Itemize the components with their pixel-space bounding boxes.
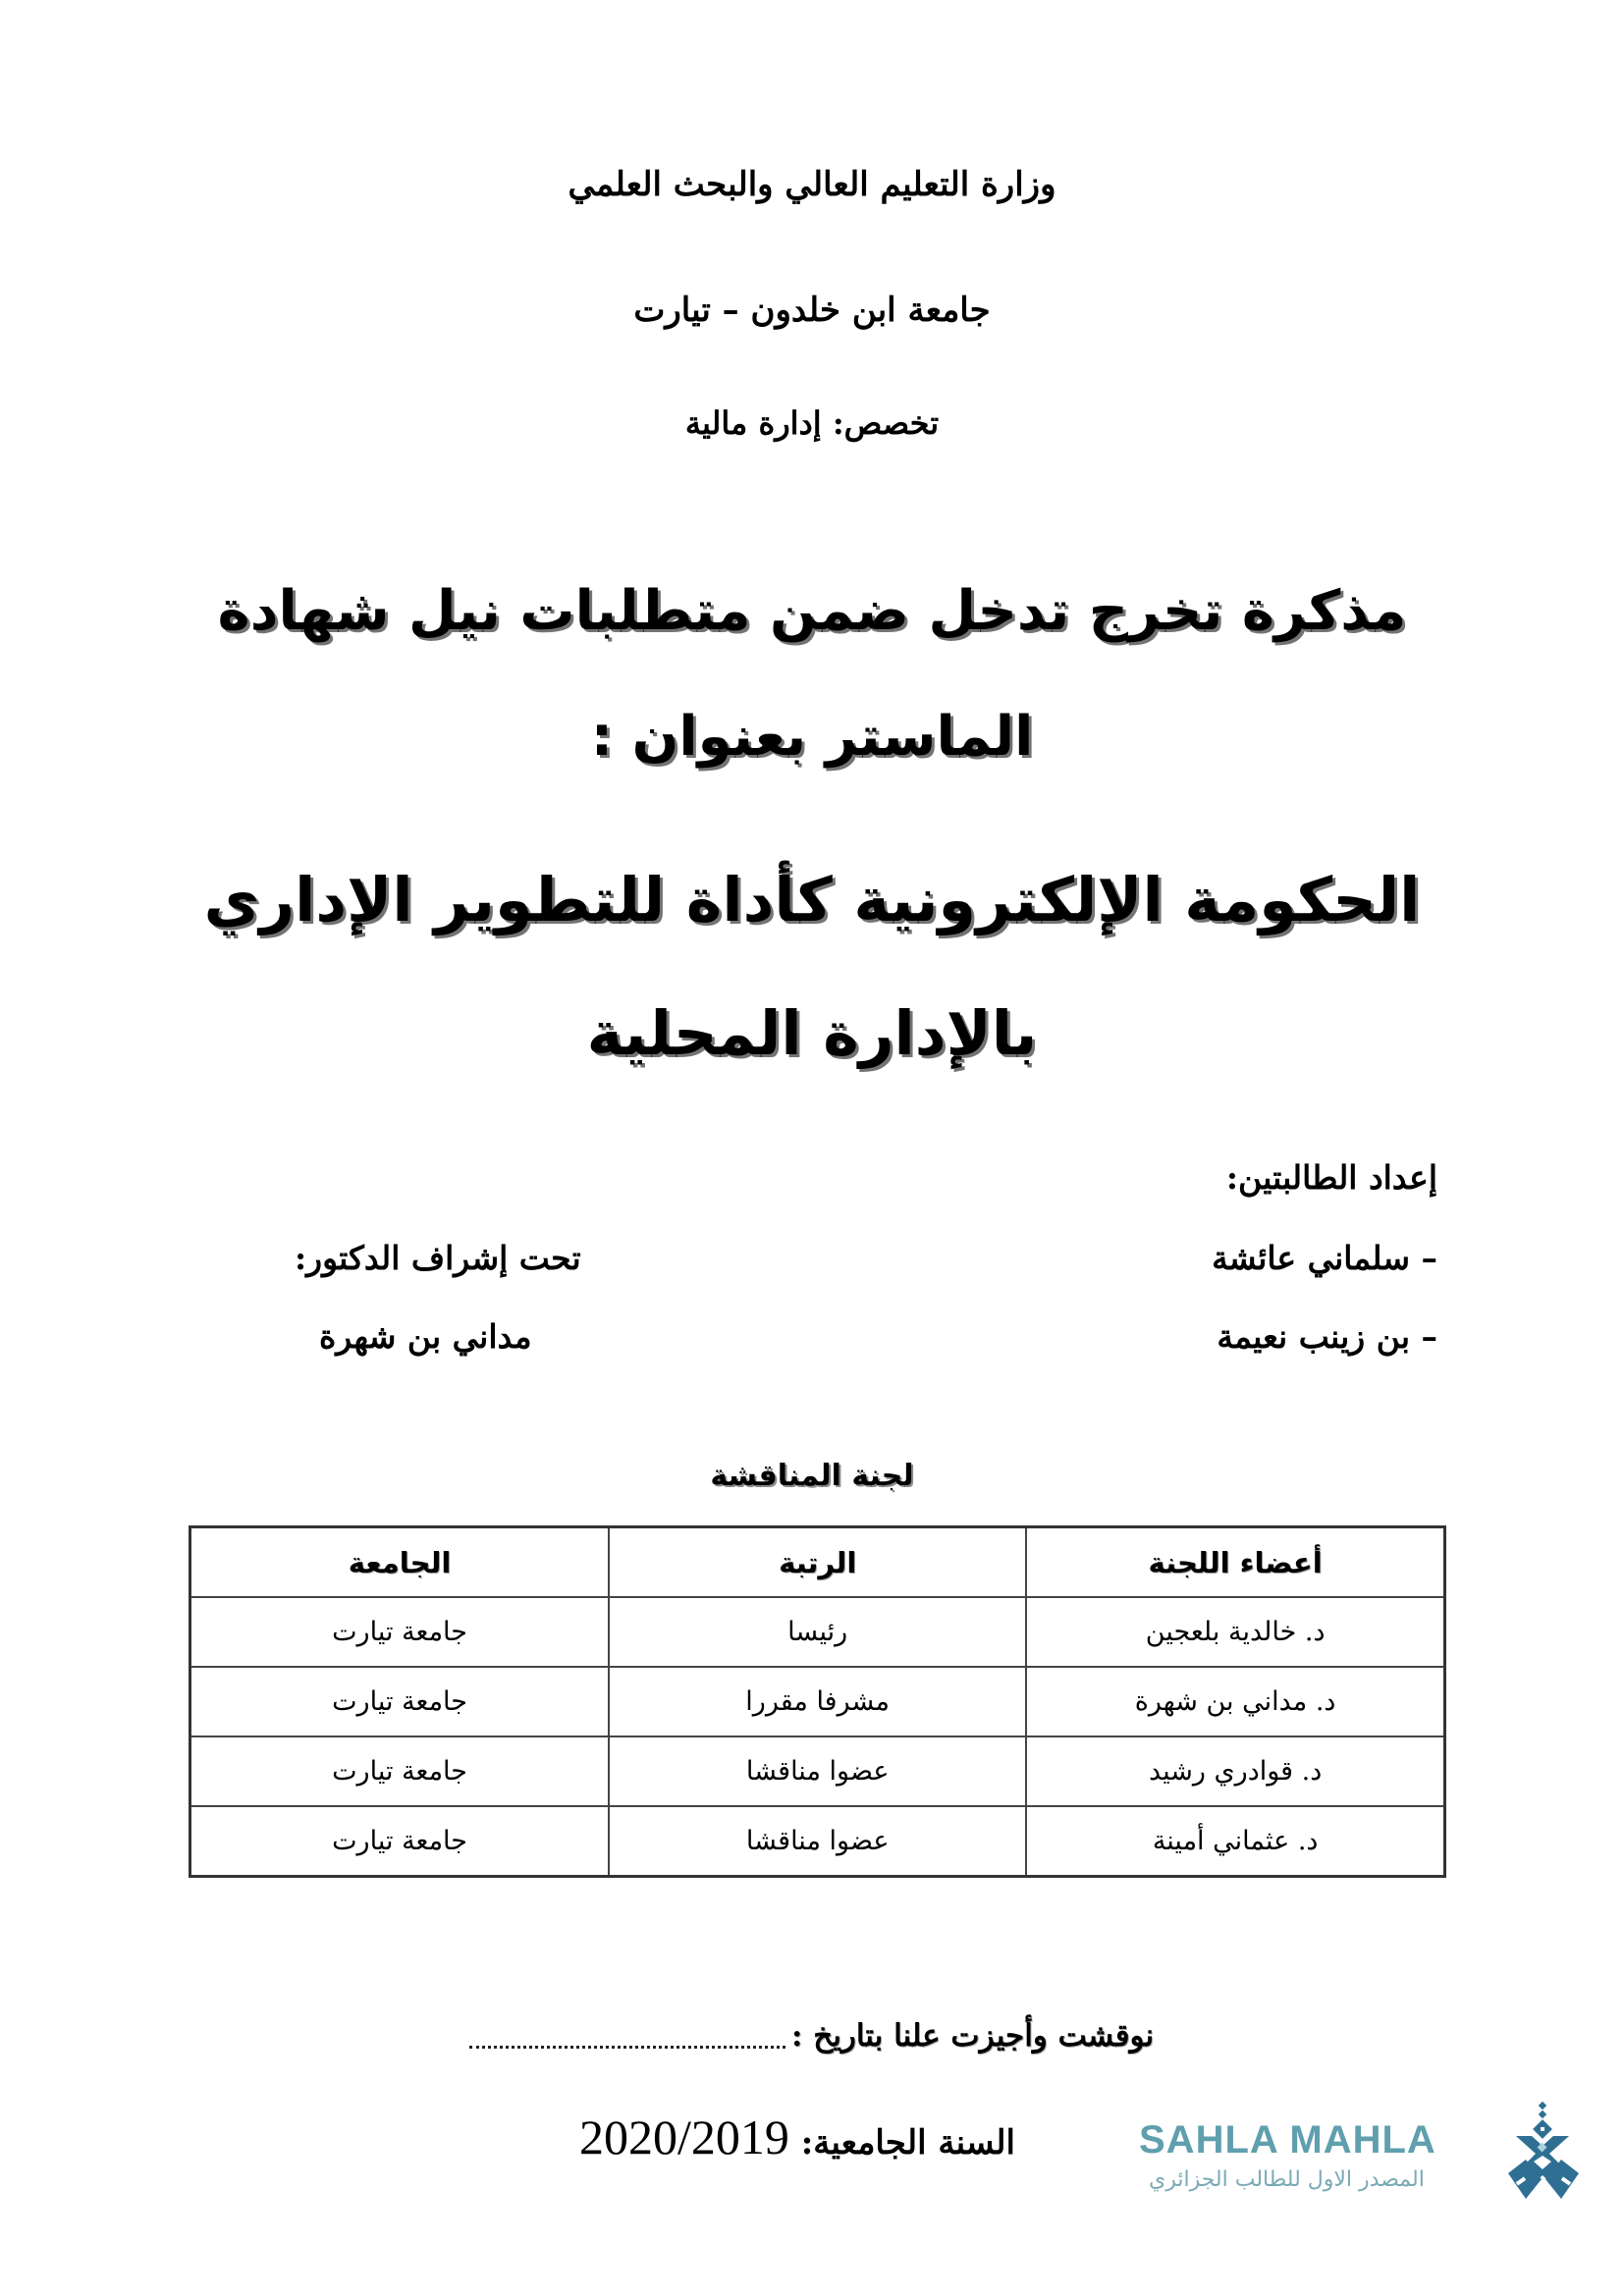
defense-date-blank: [469, 2042, 785, 2049]
supervisor-label: تحت إشراف الدكتور:: [295, 1239, 581, 1277]
supervisor-name: مداني بن شهرة: [319, 1317, 532, 1356]
header-members: أعضاء اللجنة: [1026, 1527, 1444, 1598]
committee-header-row: [190, 1527, 1445, 1598]
thesis-title-line-2: بالإدارة المحلية: [586, 997, 1038, 1069]
member-university: جامعة تيارت: [190, 1736, 610, 1806]
memo-line-1: مذكرة تخرج تدخل ضمن متطلبات نيل شهادة: [217, 579, 1407, 643]
students-label: إعداد الطالبتين:: [1225, 1158, 1437, 1197]
member-name: د. عثماني أمينة: [1026, 1806, 1444, 1877]
member-university: جامعة تيارت: [190, 1597, 610, 1667]
member-university: جامعة تيارت: [190, 1806, 610, 1877]
academic-year: [579, 2109, 1015, 2165]
student-name-2: – بن زينب نعيمة: [1217, 1317, 1437, 1356]
member-name: د. مداني بن شهرة: [1026, 1667, 1444, 1736]
header-rank: الرتبة: [609, 1527, 1026, 1598]
university-name: جامعة ابن خلدون – تيارت: [633, 291, 991, 330]
member-name: د. خالدية بلعجين: [1026, 1597, 1444, 1667]
member-rank: عضوا مناقشا: [609, 1806, 1026, 1877]
member-rank: مشرفا مقررا: [609, 1667, 1026, 1736]
table-row: [190, 1736, 1445, 1806]
specialization: تخصص: إدارة مالية: [684, 404, 940, 442]
memo-line-2: الماستر بعنوان :: [590, 705, 1034, 769]
member-name: د. قوادري رشيد: [1026, 1736, 1444, 1806]
table-row: [190, 1667, 1445, 1736]
member-rank: رئيسا: [609, 1597, 1026, 1667]
header-university: الجامعة: [190, 1527, 610, 1598]
defense-date-label: نوقشت وأجيزت علنا بتاريخ :: [791, 2018, 1155, 2054]
calligraphy-logo-icon: [1504, 2101, 1583, 2209]
member-university: جامعة تيارت: [190, 1667, 610, 1736]
ministry-name: وزارة التعليم العالي والبحث العلمي: [568, 165, 1056, 204]
table-row: [190, 1806, 1445, 1877]
watermark-tagline: المصدر الاول للطالب الجزائري: [1149, 2167, 1425, 2192]
sahla-mahla-watermark: [1139, 2110, 1600, 2218]
academic-year-value: 2020/2019: [579, 2109, 789, 2164]
member-rank: عضوا مناقشا: [609, 1736, 1026, 1806]
committee-title: لجنة المناقشة: [710, 1459, 914, 1493]
thesis-title-line-1: الحكومة الإلكترونية كأداة للتطوير الإداري: [203, 864, 1421, 935]
watermark-brand: SAHLA MAHLA: [1139, 2118, 1436, 2162]
table-row: [190, 1597, 1445, 1667]
student-name-1: – سلماني عائشة: [1212, 1239, 1437, 1277]
committee-table: [189, 1525, 1446, 1878]
academic-year-label: السنة الجامعية:: [800, 2123, 1015, 2163]
